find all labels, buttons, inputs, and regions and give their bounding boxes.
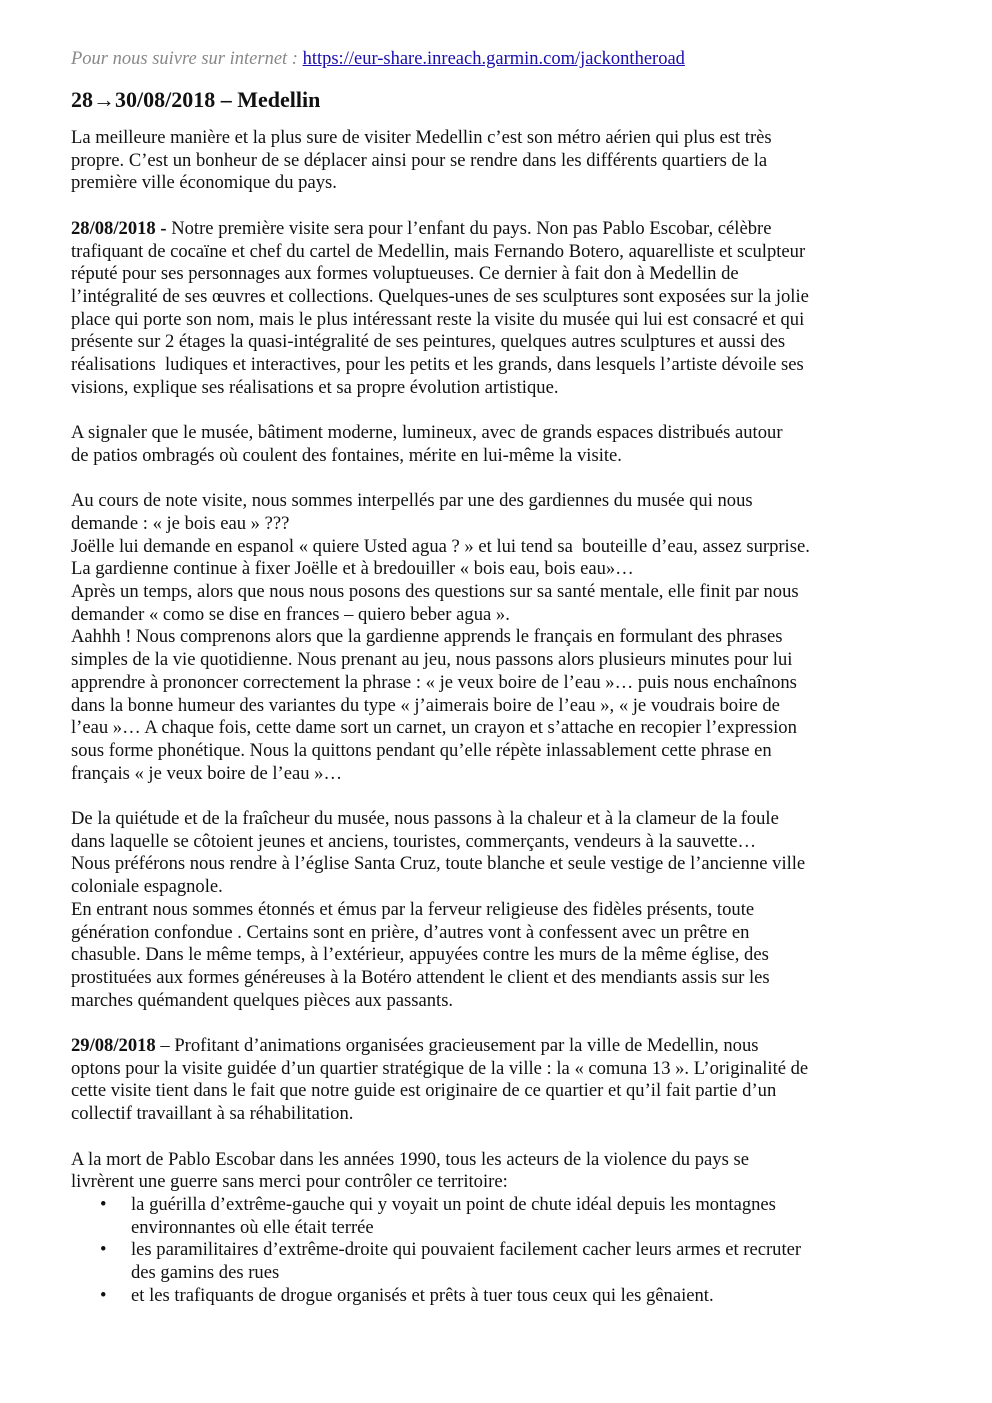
follow-label: Pour nous suivre sur internet : [71,49,303,69]
text-line [71,218,951,241]
text-line [71,354,951,377]
list-item [71,1194,951,1239]
line-text: de patios ombragés où coulent des fontaines, mérite en lui-même la visite. [71,444,622,466]
text-line: et les trafiquants de drogue organisés et prêts à tuer tous ceux qui les gênaient. [131,1284,714,1306]
line-text: l’intégralité de ses œuvres et collections. Quelques-unes de ses sculptures sont exposées sur la jolie [71,285,809,307]
line-text: Au cours de note visite, nous sommes interpellés par une des gardiennes du musée qui nous [71,490,753,512]
bullet-list [71,1194,951,1308]
text-line [71,944,951,967]
text-line [71,967,951,990]
line-text: réalisations ludiques et interactives, pour les petits et les grands, dans lesquels l’artiste dévoile ses [71,354,804,376]
list-item [71,1239,951,1284]
text-line [71,1080,951,1103]
text-line [71,150,951,173]
line-text: A la mort de Pablo Escobar dans les années 1990, tous les acteurs de la violence du pays se [71,1148,749,1170]
text-line [71,422,951,445]
text-line: la guérilla d’extrême-gauche qui y voyait un point de chute idéal depuis les montagnes [131,1193,776,1215]
line-text: demander « como se dise en frances – quiero beber agua ». [71,603,510,625]
text-line [71,1149,951,1172]
text-line [71,922,951,945]
line-text: De la quiétude et de la fraîcheur du musée, nous passons à la chaleur et à la clameur de la foule [71,808,779,830]
text-line [71,536,951,559]
text-line [71,241,951,264]
paragraph [71,808,951,1012]
text-line [71,740,951,763]
line-text: En entrant nous sommes étonnés et émus par la ferveur religieuse des fidèles présents, toute [71,898,755,920]
line-text: collectif travaillant à sa réhabilitation. [71,1103,354,1125]
line-text: l’eau »… A chaque fois, cette dame sort un carnet, un crayon et s’attache en recopier l’expression [71,717,797,739]
line-text: première ville économique du pays. [71,172,337,194]
line-text: – Profitant d’animations organisées gracieusement par la ville de Medellin, nous [155,1035,759,1057]
document-body [71,127,951,1307]
line-text: Notre première visite sera pour l’enfant du pays. Non pas Pablo Escobar, célèbre [166,217,772,239]
line-text: marches quémandent quelques pièces aux passants. [71,989,454,1011]
line-text: A signaler que le musée, bâtiment moderne, lumineux, avec de grands espaces distribués autour [71,422,783,444]
line-text: place qui porte son nom, mais le plus intéressant reste la visite du musée qui lui est consacré et qui [71,308,805,330]
text-line [71,604,951,627]
text-line: des gamins des rues [131,1262,280,1284]
line-text: génération confondue . Certains sont en prière, d’autres vont à confessent avec un prêtre en [71,921,750,943]
line-text: trafiquant de cocaïne et chef du cartel de Medellin, mais Fernando Botero, aquarelliste et sculpteur [71,240,806,262]
line-text: sous forme phonétique. Nous la quittons pendant qu’elle répète inlassablement cette phrase en [71,739,772,761]
text-line [71,1171,951,1194]
line-text: demande : « je bois eau » ??? [71,512,290,534]
text-line [71,445,951,468]
line-text: La meilleure manière et la plus sure de visiter Medellin c’est son métro aérien qui plus est très [71,127,772,148]
text-line [71,626,951,649]
line-text: coloniale espagnole. [71,876,223,898]
text-line [71,1058,951,1081]
line-text: dans laquelle se côtoient jeunes et anciens, touristes, commerçants, vendeurs à la sauvette… [71,830,757,852]
paragraph [71,422,951,467]
paragraph [71,127,951,195]
line-text: prostituées aux formes généreuses à la Botéro attendent le client et des mendiants assis sur les [71,966,770,988]
text-line [71,853,951,876]
line-text: Joëlle lui demande en espanol « quiere Usted agua ? » et lui tend sa bouteille d’eau, assez surprise. [71,535,810,557]
text-line [71,127,951,150]
text-line [71,172,951,195]
text-line [71,695,951,718]
paragraph [71,1149,951,1308]
line-text: La gardienne continue à fixer Joëlle et à bredouiller « bois eau, bois eau»… [71,558,634,580]
text-line [71,513,951,536]
paragraph [71,1035,951,1126]
line-text: Nous préférons nous rendre à l’église Santa Cruz, toute blanche et seule vestige de l’ancienne ville [71,853,806,875]
text-line [71,558,951,581]
line-text: visions, explique ses réalisations et sa propre évolution artistique. [71,376,559,398]
line-text: cette visite tient dans le fait que notre guide est originaire de ce quartier et qu’il fait partie d’un [71,1080,777,1102]
text-line [71,717,951,740]
line-text: apprendre à prononcer correctement la phrase : « je veux boire de l’eau »… puis nous enchaînons [71,671,797,693]
text-line [71,490,951,513]
line-text: dans la bonne humeur des variantes du type « j’aimerais boire de l’eau », « je voudrais boire de [71,694,780,716]
line-text: réputé pour ses personnages aux formes voluptueuses. Ce dernier à fait don à Medellin de [71,263,739,285]
text-line: environnantes où elle était terrée [131,1216,374,1238]
text-line [71,899,951,922]
text-line [71,763,951,786]
line-text: optons pour la visite guidée d’un quartier stratégique de la ville : la « comuna 13 ». L’originalité de [71,1057,809,1079]
entry-date: 29/08/2018 [71,1035,156,1057]
bullet-icon: • [100,1193,107,1215]
paragraph [71,490,951,785]
text-line [71,581,951,604]
line-text: français « je veux boire de l’eau »… [71,762,343,784]
text-line [71,1103,951,1126]
tracking-link[interactable]: https://eur-share.inreach.garmin.com/jackontheroad [302,49,685,69]
page-title: 28→30/08/2018 – Medellin [71,87,321,112]
bullet-icon: • [100,1284,107,1306]
text-line: les paramilitaires d’extrême-droite qui pouvaient facilement cacher leurs armes et recruter [131,1239,802,1261]
text-line [71,672,951,695]
paragraph [71,218,951,400]
text-line [71,1035,951,1058]
text-line [71,286,951,309]
line-text: propre. C’est un bonheur de se déplacer ainsi pour se rendre dans les différents quartiers de la [71,149,768,171]
text-line [71,309,951,332]
text-line [71,649,951,672]
text-line [71,331,951,354]
line-text: Aahhh ! Nous comprenons alors que la gardienne apprends le français en formulant des phrases [71,626,783,648]
text-line [71,990,951,1013]
list-item [71,1285,951,1308]
text-line [71,831,951,854]
follow-line [71,47,951,71]
entry-date: 28/08/2018 - [71,217,167,239]
text-line [71,808,951,831]
bullet-icon: • [100,1239,107,1261]
text-line [71,876,951,899]
text-line [71,263,951,286]
line-text: Après un temps, alors que nous nous posons des questions sur sa santé mentale, elle finit par nous [71,581,799,603]
line-text: livrèrent une guerre sans merci pour contrôler ce territoire: [71,1171,508,1193]
line-text: chasuble. Dans le même temps, à l’extérieur, appuyées contre les murs de la même église, des [71,944,769,966]
document-page [71,47,951,1307]
text-line [71,377,951,400]
line-text: présente sur 2 étages la quasi-intégralité de ses peintures, quelques autres sculptures et aussi des [71,331,786,353]
line-text: simples de la vie quotidienne. Nous prenant au jeu, nous passons alors plusieurs minutes pour lui [71,649,793,671]
